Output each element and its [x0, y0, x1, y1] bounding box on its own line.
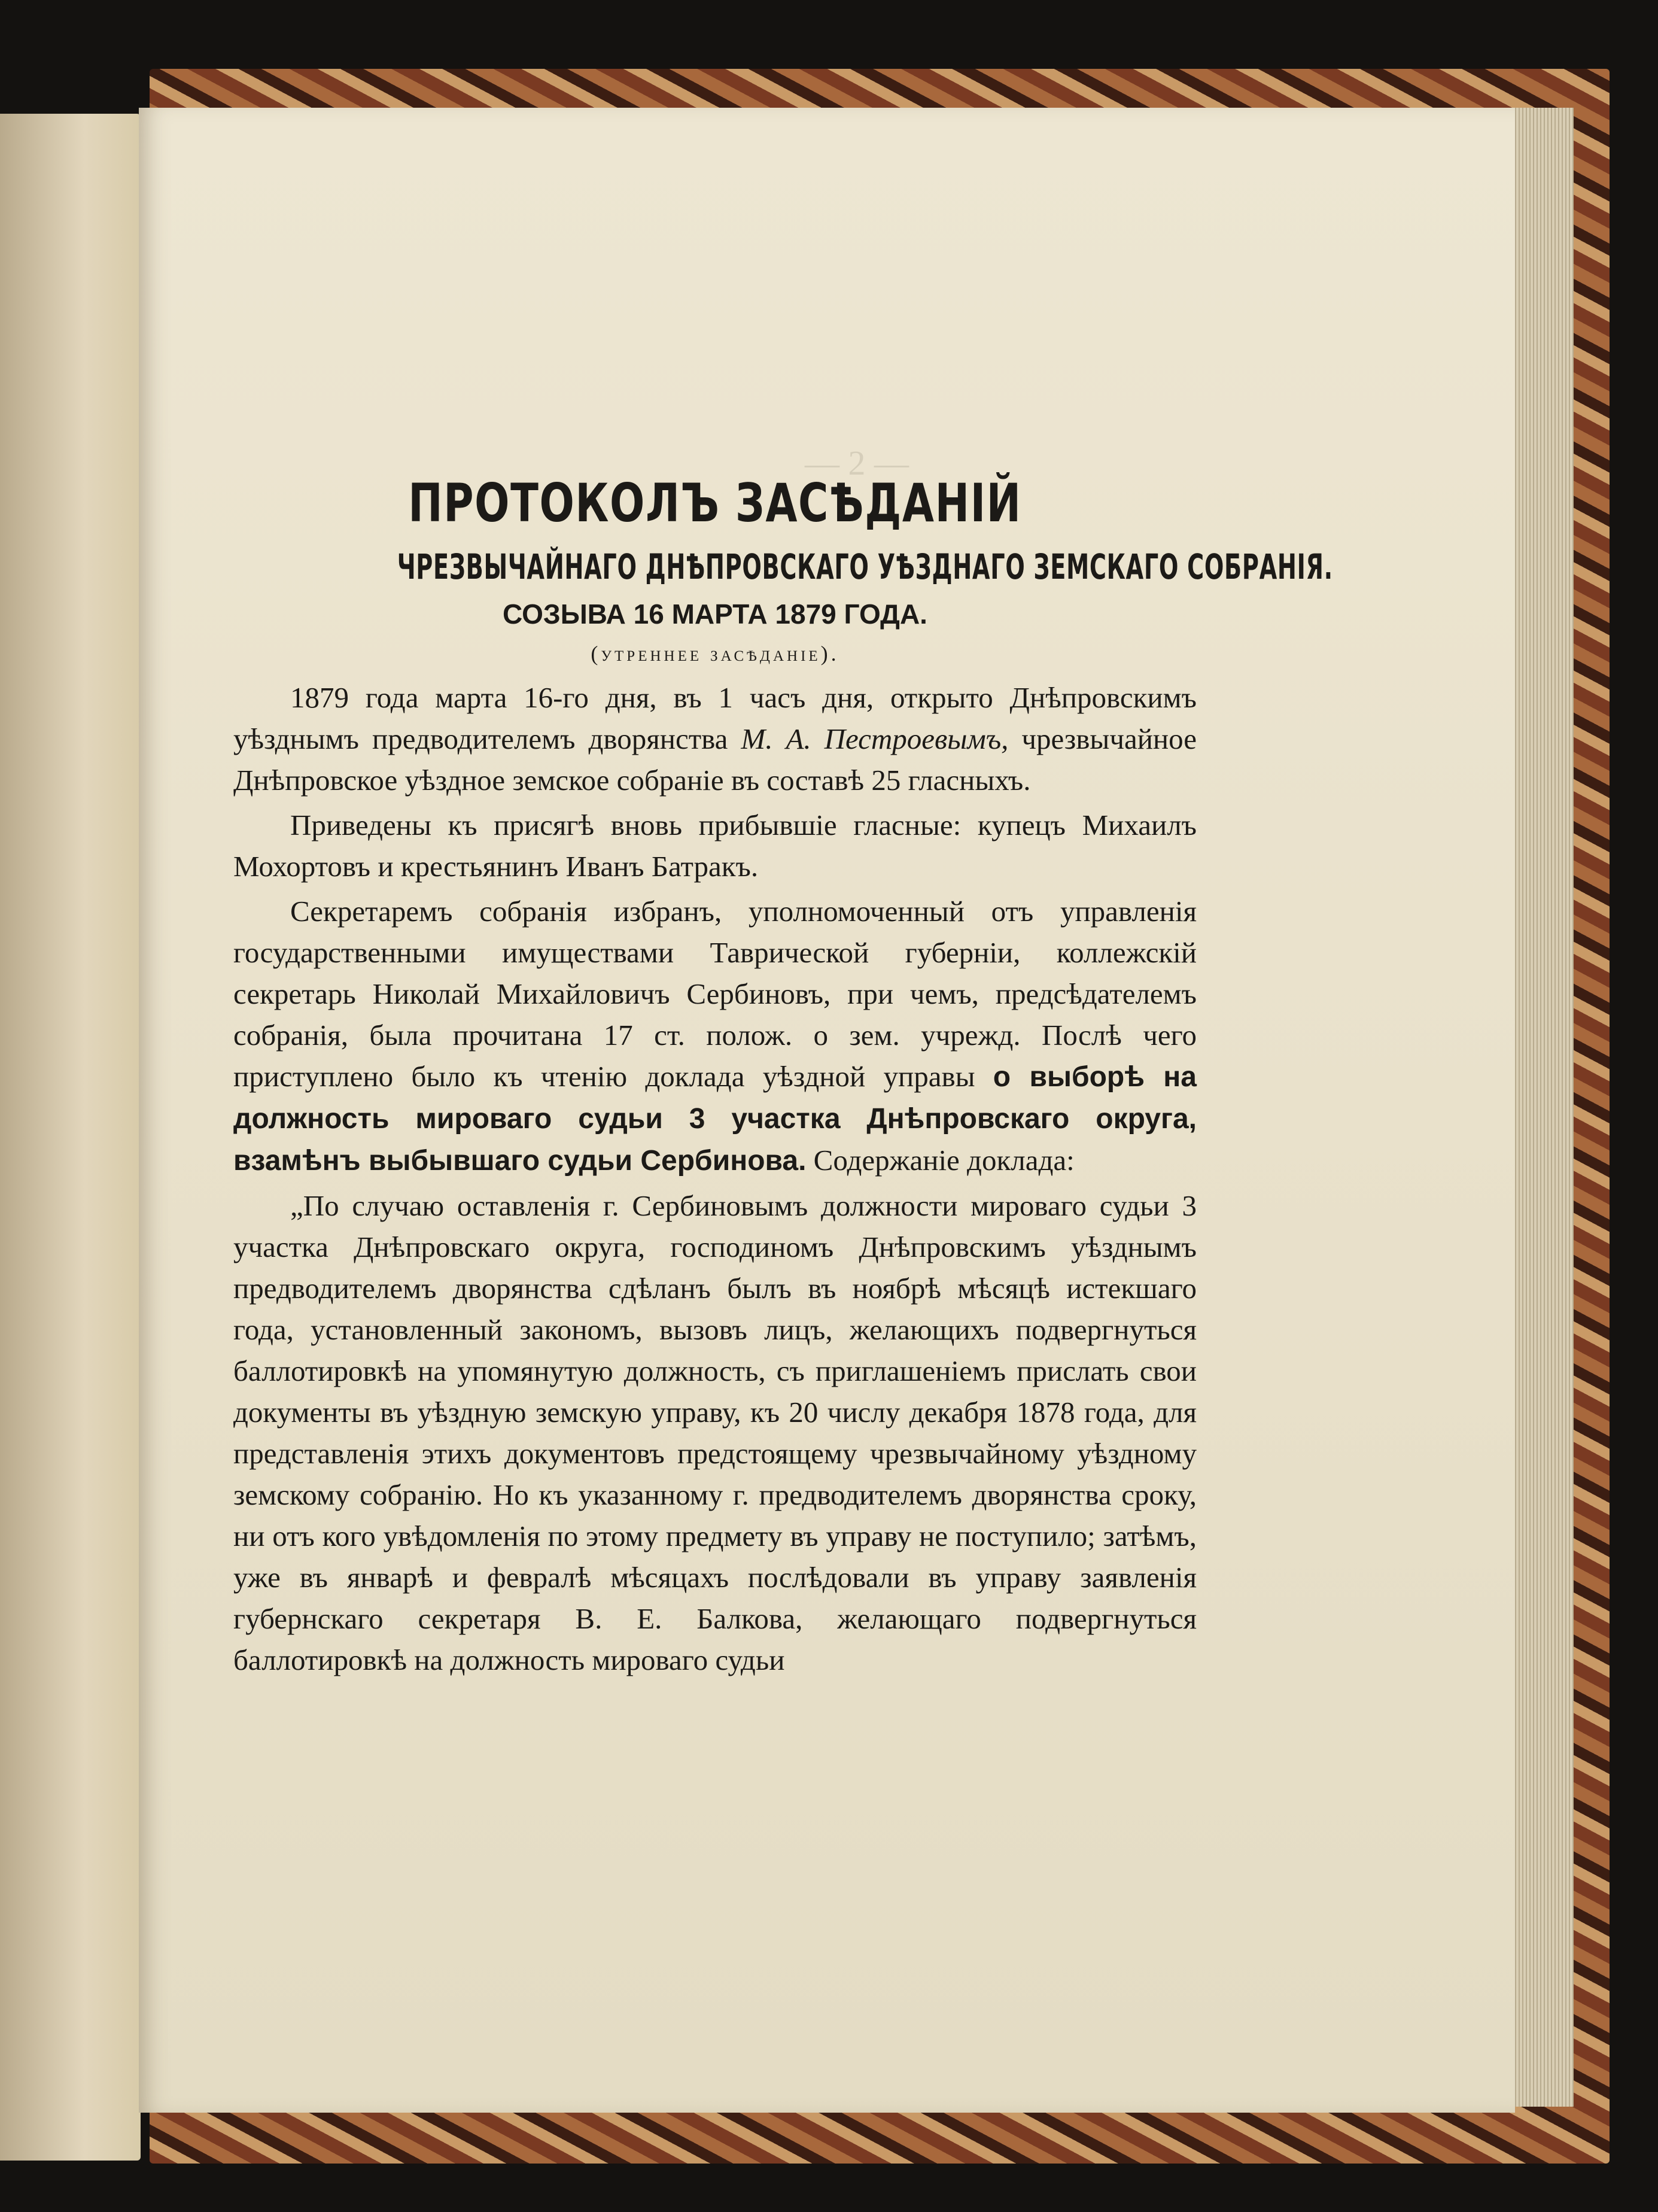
paragraph-opening-text-b: чрезвычайное Днѣпровское уѣздное земское собраніе въ составѣ 25 гласныхъ.	[233, 722, 1197, 797]
paragraph-oath: Приведены къ присягѣ вновь прибывшіе гласные: купецъ Михаилъ Мохортовъ и крестьянинъ Иванъ Батракъ.	[233, 809, 1197, 883]
paragraph-secretary-text-b: Содержаніе доклада:	[806, 1144, 1075, 1177]
page-title: ПРОТОКОЛЪ ЗАСѢДАНІЙ	[408, 472, 1022, 534]
report-subject: о выборѣ на должность мироваго судьи 3 участка Днѣпровскаго округа, взамѣнъ выбывшаго судьи Сербинова.	[233, 1061, 1197, 1177]
paragraph-report: „По случаю оставленія г. Сербиновымъ должности мироваго судьи 3 участка Днѣпровскаго округа, господиномъ Днѣпровскимъ уѣзднымъ предводителемъ дворянства сдѣланъ былъ въ ноябрѣ мѣсяцѣ истекшаго года, установленный закономъ, вызовъ лицъ, желающихъ подвергнуться баллотировкѣ на упомянутую должность, съ приглашеніемъ прислать свои документы въ уѣздную земскую управу, къ 20 числу декабря 1878 года, для представленія этихъ документовъ предстоящему чрезвычайному уѣздному земскому собранію. Но къ указанному г. предводителемъ дворянства сроку, ни отъ кого увѣдомленія по этому предмету въ управу не поступило; затѣмъ, уже въ январѣ и февралѣ мѣсяцахъ послѣдовали въ управу заявленія губернскаго секретаря В. Е. Балкова, желающаго подвергнуться баллотировкѣ на должность мироваго судьи	[233, 1189, 1197, 1677]
sitting-heading: (утреннее засѣданіе).	[591, 642, 839, 666]
paragraph-secretary	[233, 891, 1197, 1181]
marshal-name: М. А. Пестроевымъ,	[741, 722, 1009, 756]
paragraph-secretary-text-a: Секретаремъ собранія избранъ, уполномоченный отъ управленія государственными имуществами Таврической губерніи, коллежскій секретарь Николай Михайловичъ Сербиновъ, при чемъ, предсѣдателемъ собранія, была прочитана 17 ст. полож. о зем. учрежд. Послѣ чего приступлено было къ чтенію доклада уѣздной управы	[233, 895, 1197, 1093]
paragraph-opening-text-a: 1879 года марта 16-го дня, въ 1 часъ дня, открыто Днѣпровскимъ уѣзднымъ предводителемъ дворянства	[233, 681, 1197, 756]
left-page-edge	[0, 114, 141, 2161]
page-number: — 2 —	[805, 443, 909, 482]
page-content	[233, 472, 1333, 1681]
page-subtitle: ЧРЕЗВЫЧАЙНАГО ДНѢПРОВСКАГО УѢЗДНАГО ЗЕМСКАГО СОБРАНІЯ.	[397, 546, 1333, 588]
paragraph-opening	[233, 677, 1197, 801]
session-heading: СОЗЫВА 16 МАРТА 1879 ГОДА.	[503, 598, 927, 630]
